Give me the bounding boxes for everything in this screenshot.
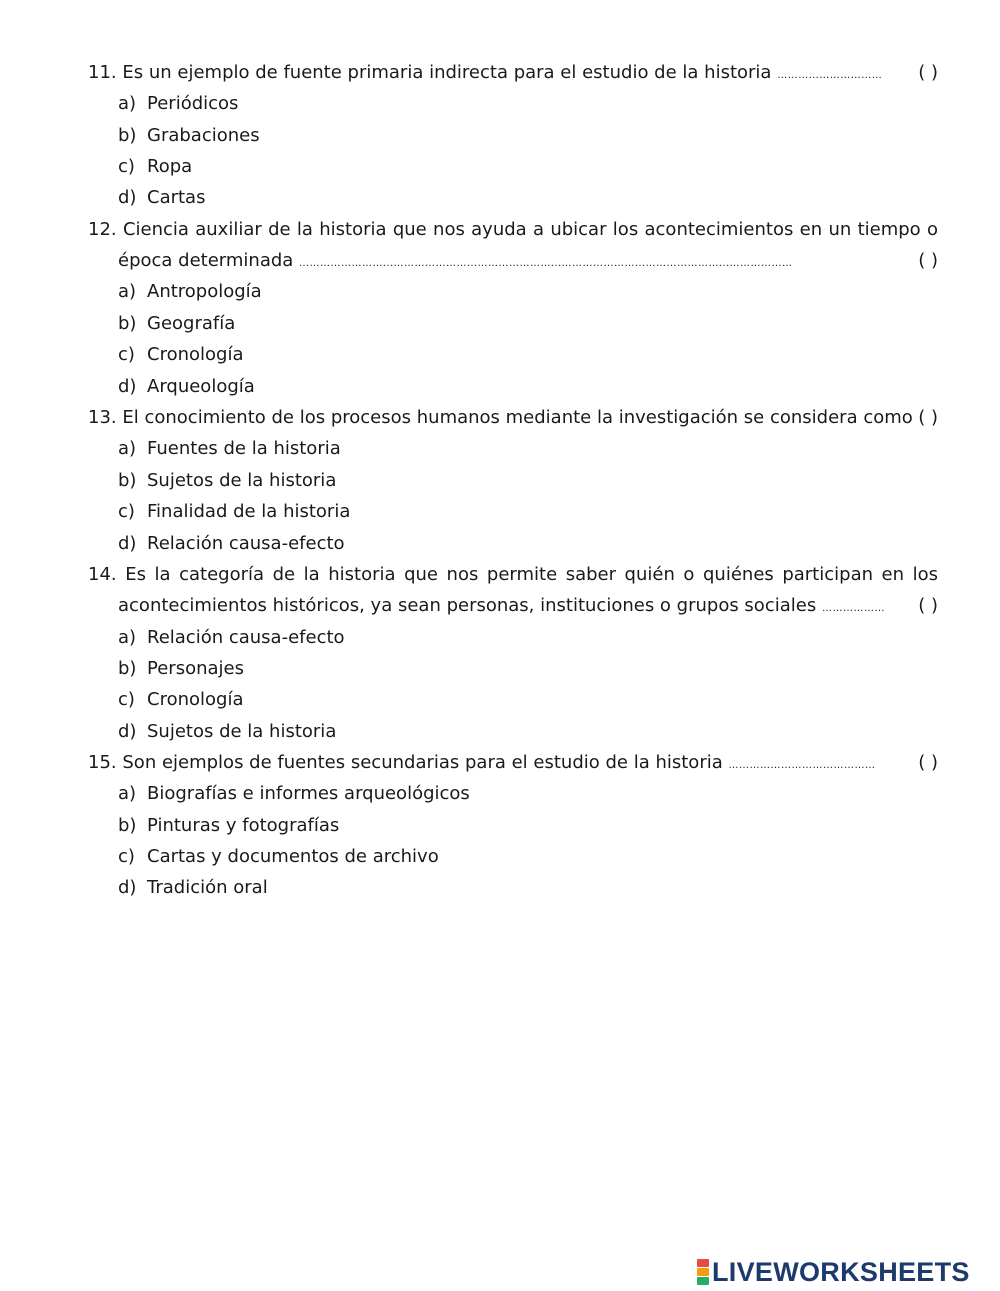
question-15-stem xyxy=(88,751,938,778)
option-text: Ropa xyxy=(147,156,193,177)
option-letter: a) xyxy=(118,783,137,804)
option-letter: d) xyxy=(118,187,137,208)
option-14c xyxy=(118,688,243,712)
answer-blank[interactable]: ( ) xyxy=(918,250,938,271)
question-14-stem xyxy=(88,563,938,587)
option-letter: c) xyxy=(118,846,135,867)
question-text: época determinada xyxy=(118,250,294,271)
option-letter: c) xyxy=(118,344,135,365)
answer-blank[interactable]: ( ) xyxy=(918,752,938,773)
option-11b xyxy=(118,124,260,148)
option-letter: b) xyxy=(118,658,137,679)
question-text: acontecimientos históricos, ya sean personas, instituciones o grupos sociales xyxy=(118,595,817,616)
question-number: 15. xyxy=(88,752,117,773)
answer-blank[interactable]: ( ) xyxy=(918,407,938,428)
option-text: Cartas y documentos de archivo xyxy=(147,846,439,867)
option-12c xyxy=(118,343,243,367)
option-15b xyxy=(118,814,339,838)
option-13d xyxy=(118,532,345,556)
answer-blank[interactable]: ( ) xyxy=(918,62,938,83)
option-11c xyxy=(118,155,192,179)
option-text: Cronología xyxy=(147,344,244,365)
leader-dots: ………………………… xyxy=(777,70,883,81)
option-text: Sujetos de la historia xyxy=(147,470,337,491)
option-11d xyxy=(118,186,205,210)
option-letter: d) xyxy=(118,721,137,742)
option-text: Relación causa-efecto xyxy=(147,627,345,648)
option-letter: d) xyxy=(118,877,137,898)
option-letter: b) xyxy=(118,313,137,334)
question-14-continuation xyxy=(118,594,938,621)
option-text: Antropología xyxy=(147,281,262,302)
option-12d xyxy=(118,375,255,399)
logo-block xyxy=(697,1259,709,1267)
question-text: Es un ejemplo de fuente primaria indirecta para el estudio de la historia xyxy=(122,62,772,83)
option-text: Biografías e informes arqueológicos xyxy=(147,783,470,804)
option-text: Sujetos de la historia xyxy=(147,721,337,742)
option-letter: a) xyxy=(118,281,137,302)
option-letter: d) xyxy=(118,376,137,397)
question-12-continuation xyxy=(118,249,938,276)
option-text: Cartas xyxy=(147,187,206,208)
option-letter: a) xyxy=(118,627,137,648)
option-12b xyxy=(118,312,235,336)
option-letter: c) xyxy=(118,501,135,522)
option-letter: b) xyxy=(118,470,137,491)
answer-blank[interactable]: ( ) xyxy=(918,595,938,616)
question-text: Son ejemplos de fuentes secundarias para el estudio de la historia xyxy=(122,752,723,773)
question-number: 11. xyxy=(88,62,117,83)
option-letter: d) xyxy=(118,533,137,554)
liveworksheets-logo xyxy=(697,1258,970,1286)
option-15d xyxy=(118,876,268,900)
logo-wordmark: LIVEWORKSHEETS xyxy=(712,1256,970,1287)
option-text: Fuentes de la historia xyxy=(147,438,341,459)
option-text: Finalidad de la historia xyxy=(147,501,351,522)
option-15a xyxy=(118,782,470,806)
option-13c xyxy=(118,500,350,524)
option-text: Personajes xyxy=(147,658,244,679)
leader-dots: ……………… xyxy=(821,603,885,614)
option-text: Arqueología xyxy=(147,376,255,397)
option-14b xyxy=(118,657,244,681)
question-number: 14. xyxy=(88,564,117,585)
question-12-stem xyxy=(88,218,938,242)
question-text: Es la categoría de la historia que nos permite saber quién o quiénes participan en los xyxy=(125,564,938,585)
question-number: 12. xyxy=(88,219,117,240)
option-15c xyxy=(118,845,439,869)
option-letter: c) xyxy=(118,689,135,710)
option-text: Tradición oral xyxy=(147,877,268,898)
leader-dots: …………………………………… xyxy=(728,760,876,771)
question-text: Ciencia auxiliar de la historia que nos ayuda a ubicar los acontecimientos en un tiempo o xyxy=(122,219,938,240)
logo-blocks-icon xyxy=(697,1259,709,1285)
question-text: El conocimiento de los procesos humanos mediante la investigación se considera como xyxy=(122,407,913,428)
logo-block xyxy=(697,1277,709,1285)
leader-dots: …………………………………………………………………………………………………………………………… xyxy=(299,258,793,269)
question-11-stem xyxy=(88,61,938,88)
option-12a xyxy=(118,280,262,304)
option-text: Periódicos xyxy=(147,93,239,114)
option-text: Grabaciones xyxy=(147,125,260,146)
option-text: Cronología xyxy=(147,689,244,710)
option-text: Pinturas y fotografías xyxy=(147,815,340,836)
logo-block xyxy=(697,1268,709,1276)
option-13a xyxy=(118,437,341,461)
option-text: Relación causa-efecto xyxy=(147,533,345,554)
option-14d xyxy=(118,720,336,744)
option-11a xyxy=(118,92,238,116)
option-14a xyxy=(118,626,345,650)
option-letter: a) xyxy=(118,438,137,459)
question-13-stem xyxy=(88,406,938,430)
option-letter: c) xyxy=(118,156,135,177)
option-13b xyxy=(118,469,336,493)
option-text: Geografía xyxy=(147,313,236,334)
option-letter: a) xyxy=(118,93,137,114)
option-letter: b) xyxy=(118,125,137,146)
option-letter: b) xyxy=(118,815,137,836)
question-number: 13. xyxy=(88,407,117,428)
